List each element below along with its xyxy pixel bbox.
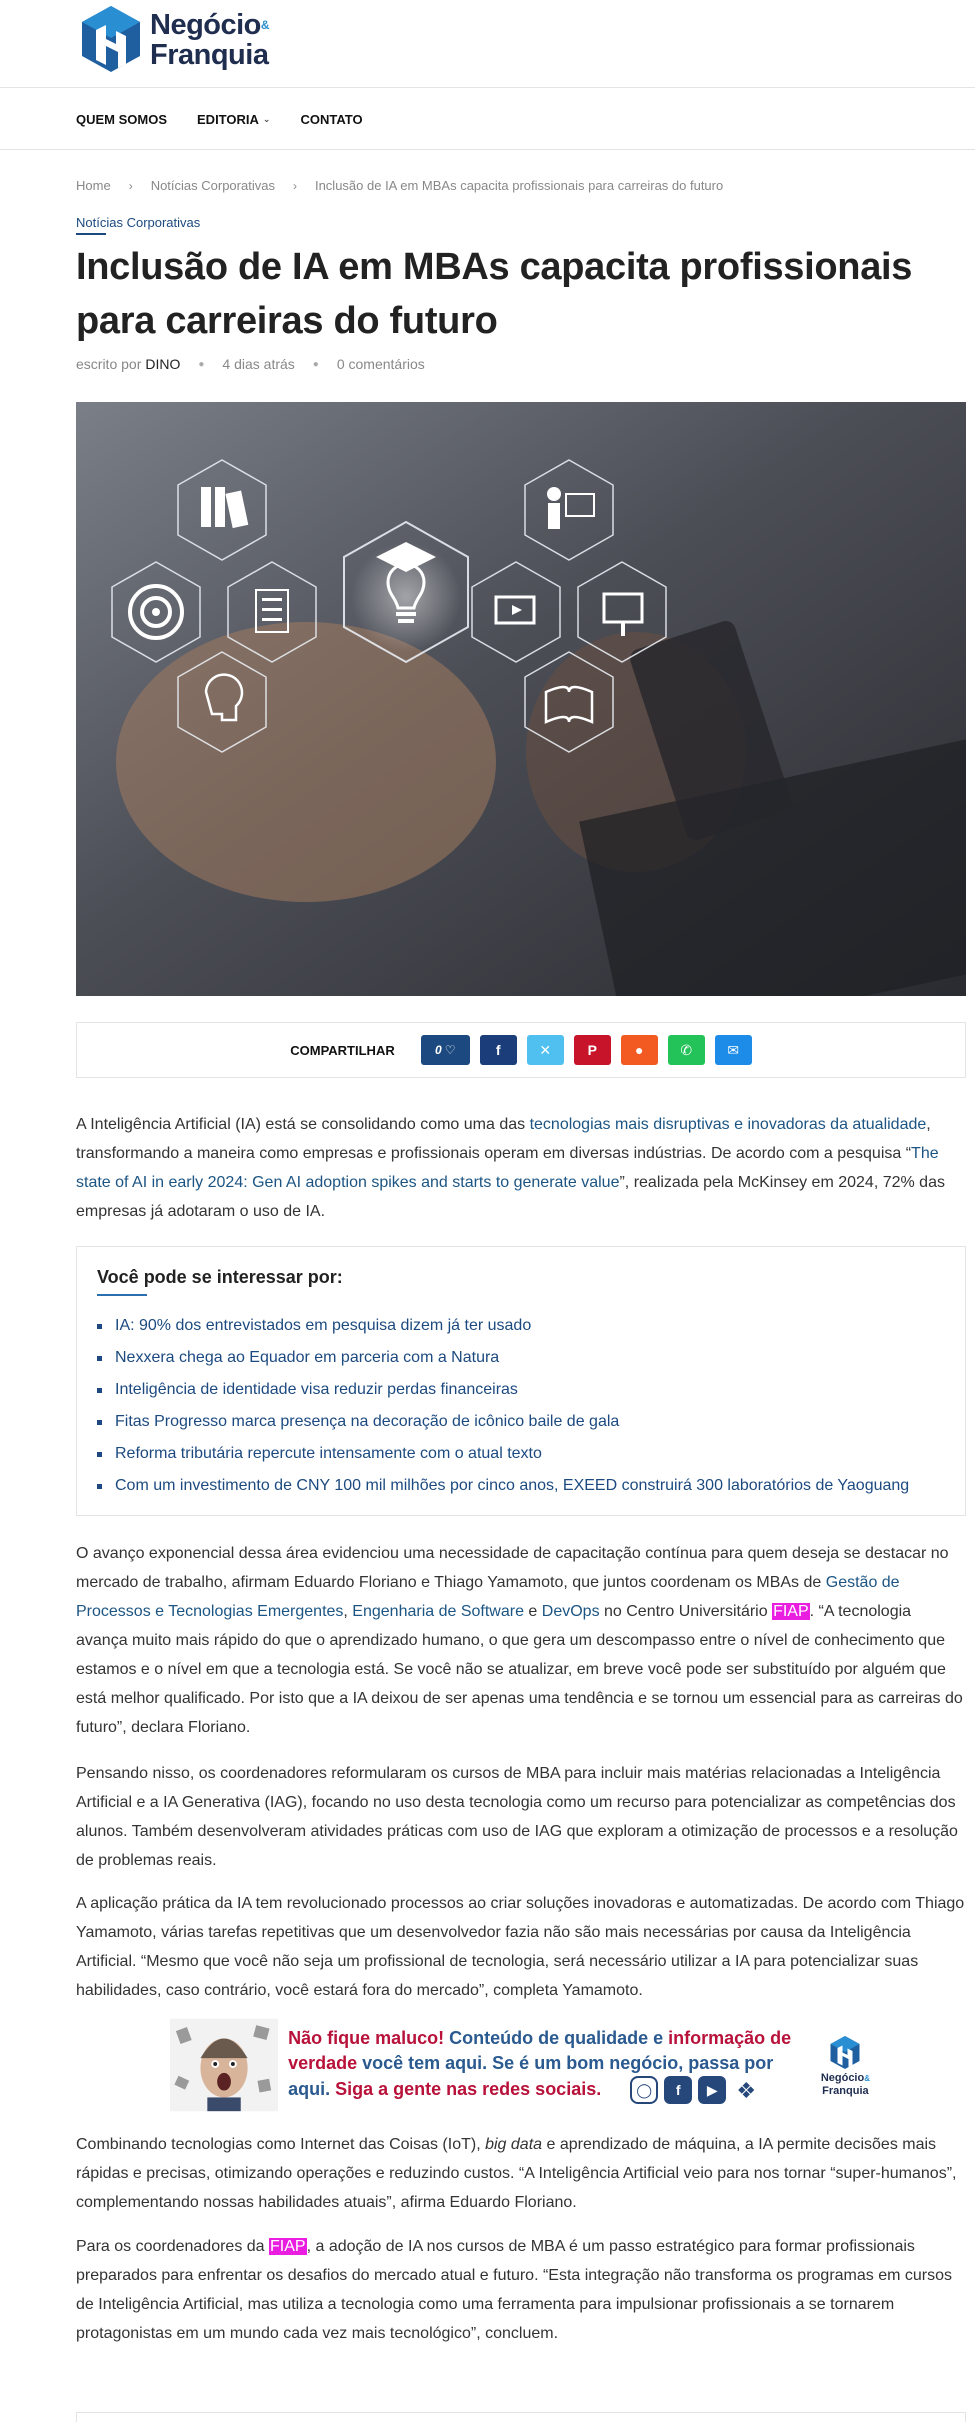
- inline-link[interactable]: Gestão de Processos e Tecnologias Emergentes: [76, 1574, 900, 1620]
- chevron-right-icon: ›: [128, 178, 133, 193]
- youtube-icon[interactable]: ▶: [698, 2076, 726, 2104]
- x-icon: ✕: [539, 1041, 552, 1058]
- article-paragraph: O avanço exponencial dessa área evidenciou uma necessidade de capacitação contínua para quem deseja se destacar no mercado de trabalho, afirmam Eduardo Floriano e Thiago Yamamoto, que juntos coordenam os MBAs de Gestão de Processos e Tecnologias Emergentes, Engenharia de Software e DevOps no Centro Universitário FIAP. “A tecnologia avança muito mais rápido do que o aprendizado humano, o que gera um descompasso entre o nível de conhecimento que estamos e o nível em que a tecnologia está. Se você não se atualizar, em breve você pode ser substituído por alguém que está melhor qualificado. Por isto que a IA deixou de ser apenas uma tendência e se tornou um essencial para as carreiras do futuro”, declara Floriano.: [76, 1545, 963, 1736]
- banner-text: Não fique maluco! Conteúdo de qualidade e informação de verdade você tem aqui. Se é um bom negócio, passa por aqui. Siga a gente nas redes sociais. ◯ f ▶ ❖: [288, 2028, 792, 2103]
- shocked-man-image: [170, 2018, 278, 2112]
- email-icon: ✉: [727, 1041, 740, 1058]
- inline-link[interactable]: Engenharia de Software: [352, 1603, 524, 1620]
- social-icons: [630, 2076, 760, 2104]
- page-title: Inclusão de IA em MBAs capacita profissionais para carreiras do futuro: [76, 246, 913, 342]
- x-share-button[interactable]: [527, 1035, 564, 1065]
- separator-dot-icon: ●: [312, 358, 319, 370]
- logo-mark-icon: [78, 2, 144, 78]
- reddit-share-button[interactable]: [621, 1035, 658, 1065]
- related-item[interactable]: Com um investimento de CNY 100 mil milhões por cinco anos, EXEED construirá 300 laboratórios de Yaoguang: [97, 1470, 945, 1502]
- share-bar: [76, 1022, 966, 1078]
- logo-mark-icon: [828, 2034, 862, 2072]
- heart-icon: ♡: [444, 1043, 456, 1057]
- breadcrumb: [76, 178, 966, 193]
- highlight-fiap: FIAP: [270, 2238, 306, 2255]
- inline-link[interactable]: DevOps: [541, 1603, 600, 1620]
- nav-item-contato[interactable]: CONTATO: [300, 111, 363, 127]
- related-item[interactable]: Nexxera chega ao Equador em parceria com a Natura: [97, 1342, 945, 1374]
- logo-wordmark: Negócio& Franquia: [150, 9, 270, 71]
- hero-image: [76, 402, 966, 996]
- related-posts-box: [76, 1246, 966, 1516]
- instagram-icon[interactable]: ◯: [630, 2076, 658, 2104]
- inline-link[interactable]: tecnologias mais disruptivas e inovadoras da atualidade: [529, 1116, 927, 1133]
- inline-link[interactable]: The state of AI in early 2024: Gen AI adoption spikes and starts to generate value: [76, 1145, 939, 1191]
- breadcrumb-category[interactable]: Notícias Corporativas: [150, 178, 275, 193]
- pinterest-share-button[interactable]: [574, 1035, 611, 1065]
- breadcrumb-home[interactable]: Home: [76, 178, 111, 193]
- site-header: [0, 0, 975, 88]
- email-share-button[interactable]: [715, 1035, 752, 1065]
- comments-count[interactable]: 0 comentários: [336, 356, 425, 372]
- banner-logo: Negócio& Franquia: [821, 2034, 870, 2097]
- share-label: COMPARTILHAR: [290, 1042, 395, 1058]
- whatsapp-icon: ✆: [680, 1041, 693, 1058]
- related-item[interactable]: Fitas Progresso marca presença na decoração de icônico baile de gala: [97, 1406, 945, 1438]
- article-paragraph: Para os coordenadores da FIAP, a adoção de IA nos cursos de MBA é um passo estratégico para formar profissionais preparados para enfrentar os desafios do mercado atual e futuro. “Esta integração não transforma os programas em cursos de Inteligência Artificial, mas utiliza a tecnologia como uma ferramenta para impulsionar profissionais a se tornarem protagonistas em um mundo cada vez mais tecnológico”, concluem.: [76, 2238, 953, 2342]
- related-item[interactable]: IA: 90% dos entrevistados em pesquisa dizem já ter usado: [97, 1310, 945, 1342]
- chevron-right-icon: ›: [292, 178, 297, 193]
- article-paragraph: Combinando tecnologias como Internet das Coisas (IoT), big data e aprendizado de máquina, a IA permite decisões mais rápidas e precisas, otimizando operações e reduzindo custos. “A Inteligência Artificial veio para nos tornar “super-humanos”, complementando nossas habilidades atuais”, afirma Eduardo Floriano.: [76, 2136, 957, 2211]
- facebook-icon[interactable]: f: [664, 2076, 692, 2104]
- article-paragraph: Pensando nisso, os coordenadores reformularam os cursos de MBA para incluir mais matérias relacionadas a Inteligência Artificial e a IA Generativa (IAG), focando no uso desta tecnologia como um recurso para potencializar as competências dos alunos. Também desenvolveram atividades práticas com uso de IAG que exploram a otimização de processos e a resolução de problemas reais.: [76, 1765, 958, 1869]
- next-section-box: [76, 2412, 966, 2422]
- twitter-icon[interactable]: ❖: [736, 2077, 757, 2103]
- pinterest-icon: P: [587, 1042, 597, 1058]
- separator-dot-icon: ●: [198, 358, 205, 370]
- author-link[interactable]: DINO: [145, 356, 181, 372]
- related-item[interactable]: Reforma tributária repercute intensamente com o atual texto: [97, 1438, 945, 1470]
- main-nav: [0, 88, 975, 150]
- social-banner[interactable]: [170, 2018, 870, 2112]
- facebook-icon: f: [495, 1042, 501, 1058]
- chevron-down-icon: ⌄: [262, 113, 271, 124]
- reddit-icon: ●: [635, 1042, 644, 1058]
- nav-item-editoria[interactable]: EDITORIA ⌄: [197, 111, 271, 127]
- article-paragraph: A Inteligência Artificial (IA) está se consolidando como uma das tecnologias mais disruptivas e inovadoras da atualidade, transformando a maneira como empresas e profissionais operam em diversas indústrias. De acordo com a pesquisa “The state of AI in early 2024: Gen AI adoption spikes and starts to generate value”, realizada pela McKinsey em 2024, 72% das empresas já adotaram o uso de IA.: [76, 1116, 945, 1220]
- facebook-share-button[interactable]: [480, 1035, 517, 1065]
- breadcrumb-current: Inclusão de IA em MBAs capacita profissionais para carreiras do futuro: [314, 178, 724, 193]
- related-item[interactable]: Inteligência de identidade visa reduzir perdas financeiras: [97, 1374, 945, 1406]
- article-meta: [76, 356, 966, 372]
- article-paragraph: A aplicação prática da IA tem revolucionado processos ao criar soluções inovadoras e automatizadas. De acordo com Thiago Yamamoto, várias tarefas repetitivas que um desenvolvedor fazia não são mais necessárias por causa da Inteligência Artificial. “Mesmo que você não seja um profissional de tecnologia, será necessário utilizar a IA para potencializar suas habilidades, caso contrário, você estará fora do mercado”, completa Yamamoto.: [76, 1895, 965, 1999]
- nav-item-quem-somos[interactable]: QUEM SOMOS: [76, 111, 168, 127]
- heading-underline: [97, 1294, 147, 1296]
- related-heading: Você pode se interessar por:: [97, 1267, 343, 1287]
- written-by-label: escrito por: [76, 356, 142, 372]
- like-button[interactable]: 0 ♡: [421, 1035, 470, 1065]
- whatsapp-share-button[interactable]: [668, 1035, 705, 1065]
- article-date: 4 dias atrás: [222, 356, 295, 372]
- site-logo[interactable]: [78, 0, 269, 80]
- category-label[interactable]: Notícias Corporativas: [76, 215, 966, 235]
- highlight-fiap: FIAP: [773, 1603, 809, 1620]
